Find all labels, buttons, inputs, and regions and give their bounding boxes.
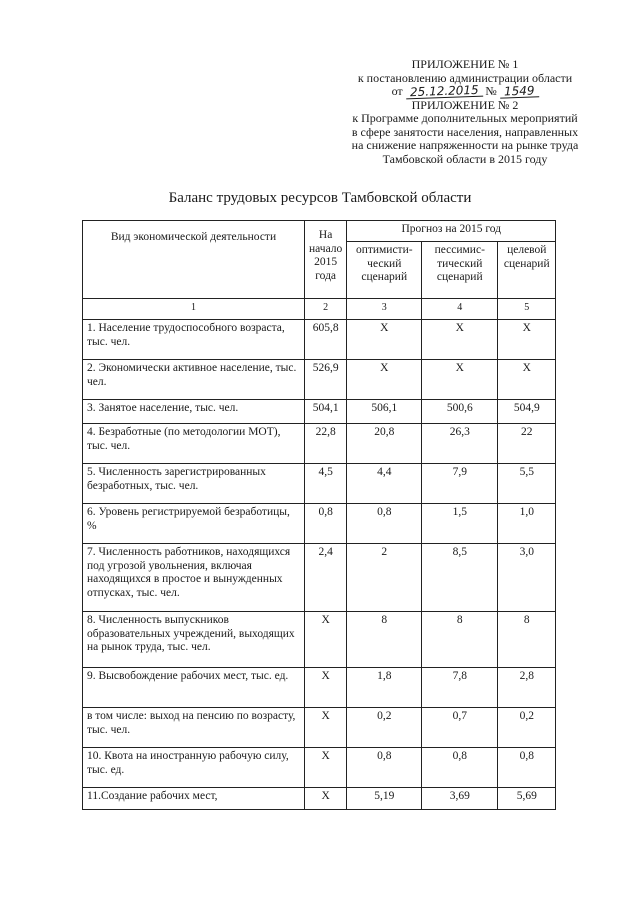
header-pessimistic: пессимис-тический сценарий (422, 242, 498, 299)
program-line-4: Тамбовской области в 2015 году (382, 151, 548, 166)
appendix-1-heading: ПРИЛОЖЕНИЕ № 1 (411, 57, 519, 71)
column-number: 2 (305, 299, 347, 320)
cell-optimistic: 4,4 (347, 464, 422, 504)
row-label: 1. Население трудоспособного возраста, тыс. чел. (83, 320, 305, 360)
cell-target: Х (498, 320, 556, 360)
table-header-row (83, 221, 556, 242)
cell-pessimistic: 7,9 (422, 464, 498, 504)
cell-pessimistic: Х (422, 320, 498, 360)
row-label: 10. Квота на иностранную рабочую силу, тыс. ед. (83, 748, 305, 788)
row-label: 7. Численность работников, находящихся под угрозой увольнения, включая находящихся в простое и вынужденных отпусках, тыс. чел. (83, 544, 305, 612)
header-target: целевой сценарий (498, 242, 556, 299)
table-row (83, 504, 556, 544)
cell-target: 5,69 (498, 788, 556, 810)
labor-balance-table (82, 220, 556, 810)
row-label: в том числе: выход на пенсию по возрасту, тыс. чел. (83, 708, 305, 748)
table-row (83, 424, 556, 464)
appendix-2-heading: ПРИЛОЖЕНИЕ № 2 (411, 97, 519, 112)
cell-start: 504,1 (305, 400, 347, 424)
cell-optimistic: 20,8 (347, 424, 422, 464)
document-title: Баланс трудовых ресурсов Тамбовской области (168, 190, 472, 206)
cell-target: 2,8 (498, 668, 556, 708)
handwritten-number: 1549 (500, 84, 539, 98)
row-label: 2. Экономически активное население, тыс. чел. (83, 360, 305, 400)
cell-target: 8 (498, 612, 556, 668)
cell-optimistic: 8 (347, 612, 422, 668)
appendix-header (300, 58, 630, 166)
row-label: 3. Занятое население, тыс. чел. (83, 400, 305, 424)
row-label: 5. Численность зарегистрированных безработных, тыс. чел. (83, 464, 305, 504)
cell-target: Х (498, 360, 556, 400)
cell-pessimistic: 7,8 (422, 668, 498, 708)
date-prefix: от (391, 84, 403, 98)
header-activity: Вид экономической деятельности (83, 221, 305, 299)
table-row (83, 360, 556, 400)
column-number: 4 (422, 299, 498, 320)
cell-start: Х (305, 748, 347, 788)
handwritten-date: 25.12.2015 (405, 84, 482, 100)
cell-optimistic: Х (347, 320, 422, 360)
number-prefix: № (485, 84, 497, 98)
header-optimistic: оптимисти-ческий сценарий (347, 242, 422, 299)
row-label: 11.Создание рабочих мест, (83, 788, 305, 810)
header-forecast: Прогноз на 2015 год (347, 221, 556, 242)
cell-optimistic: 1,8 (347, 668, 422, 708)
cell-start: 605,8 (305, 320, 347, 360)
table-row (83, 612, 556, 668)
cell-pessimistic: Х (422, 360, 498, 400)
cell-target: 0,2 (498, 708, 556, 748)
cell-pessimistic: 3,69 (422, 788, 498, 810)
cell-target: 504,9 (498, 400, 556, 424)
cell-optimistic: 0,8 (347, 748, 422, 788)
cell-start: Х (305, 612, 347, 668)
cell-start: 4,5 (305, 464, 347, 504)
cell-pessimistic: 26,3 (422, 424, 498, 464)
table-row (83, 464, 556, 504)
program-line-2: в сфере занятости населения, направленных (351, 124, 579, 139)
cell-start: 22,8 (305, 424, 347, 464)
cell-pessimistic: 8,5 (422, 544, 498, 612)
date-number-line (300, 82, 630, 100)
cell-target: 0,8 (498, 748, 556, 788)
cell-target: 5,5 (498, 464, 556, 504)
cell-start: 2,4 (305, 544, 347, 612)
cell-start: 0,8 (305, 504, 347, 544)
column-number: 1 (83, 299, 305, 320)
row-label: 4. Безработные (по методологии МОТ), тыс. чел. (83, 424, 305, 464)
cell-optimistic: 0,2 (347, 708, 422, 748)
column-number: 3 (347, 299, 422, 320)
cell-optimistic: 506,1 (347, 400, 422, 424)
table-row (83, 748, 556, 788)
table-row (83, 708, 556, 748)
cell-target: 1,0 (498, 504, 556, 544)
program-line-1: к Программе дополнительных мероприятий (352, 111, 578, 125)
table-row (83, 320, 556, 360)
cell-optimistic: 0,8 (347, 504, 422, 544)
header-start-2015: На начало 2015 года (305, 221, 347, 299)
row-label: 8. Численность выпускников образовательных учреждений, выходящих на рынок труда, тыс. чел. (83, 612, 305, 668)
table-row (83, 788, 556, 810)
cell-pessimistic: 0,8 (422, 748, 498, 788)
cell-optimistic: 2 (347, 544, 422, 612)
resolution-line: к постановлению администрации области (357, 70, 573, 85)
cell-target: 22 (498, 424, 556, 464)
table-row (83, 544, 556, 612)
cell-start: Х (305, 668, 347, 708)
cell-target: 3,0 (498, 544, 556, 612)
cell-pessimistic: 1,5 (422, 504, 498, 544)
cell-start: 526,9 (305, 360, 347, 400)
cell-start: Х (305, 708, 347, 748)
cell-pessimistic: 0,7 (422, 708, 498, 748)
program-line-3: на снижение напряженности на рынке труда (351, 138, 579, 152)
cell-pessimistic: 8 (422, 612, 498, 668)
table-row (83, 400, 556, 424)
cell-optimistic: Х (347, 360, 422, 400)
column-number: 5 (498, 299, 556, 320)
cell-pessimistic: 500,6 (422, 400, 498, 424)
table-row (83, 668, 556, 708)
cell-start: Х (305, 788, 347, 810)
row-label: 9. Высвобождение рабочих мест, тыс. ед. (83, 668, 305, 708)
column-number-row (83, 299, 556, 320)
cell-optimistic: 5,19 (347, 788, 422, 810)
row-label: 6. Уровень регистрируемой безработицы, % (83, 504, 305, 544)
